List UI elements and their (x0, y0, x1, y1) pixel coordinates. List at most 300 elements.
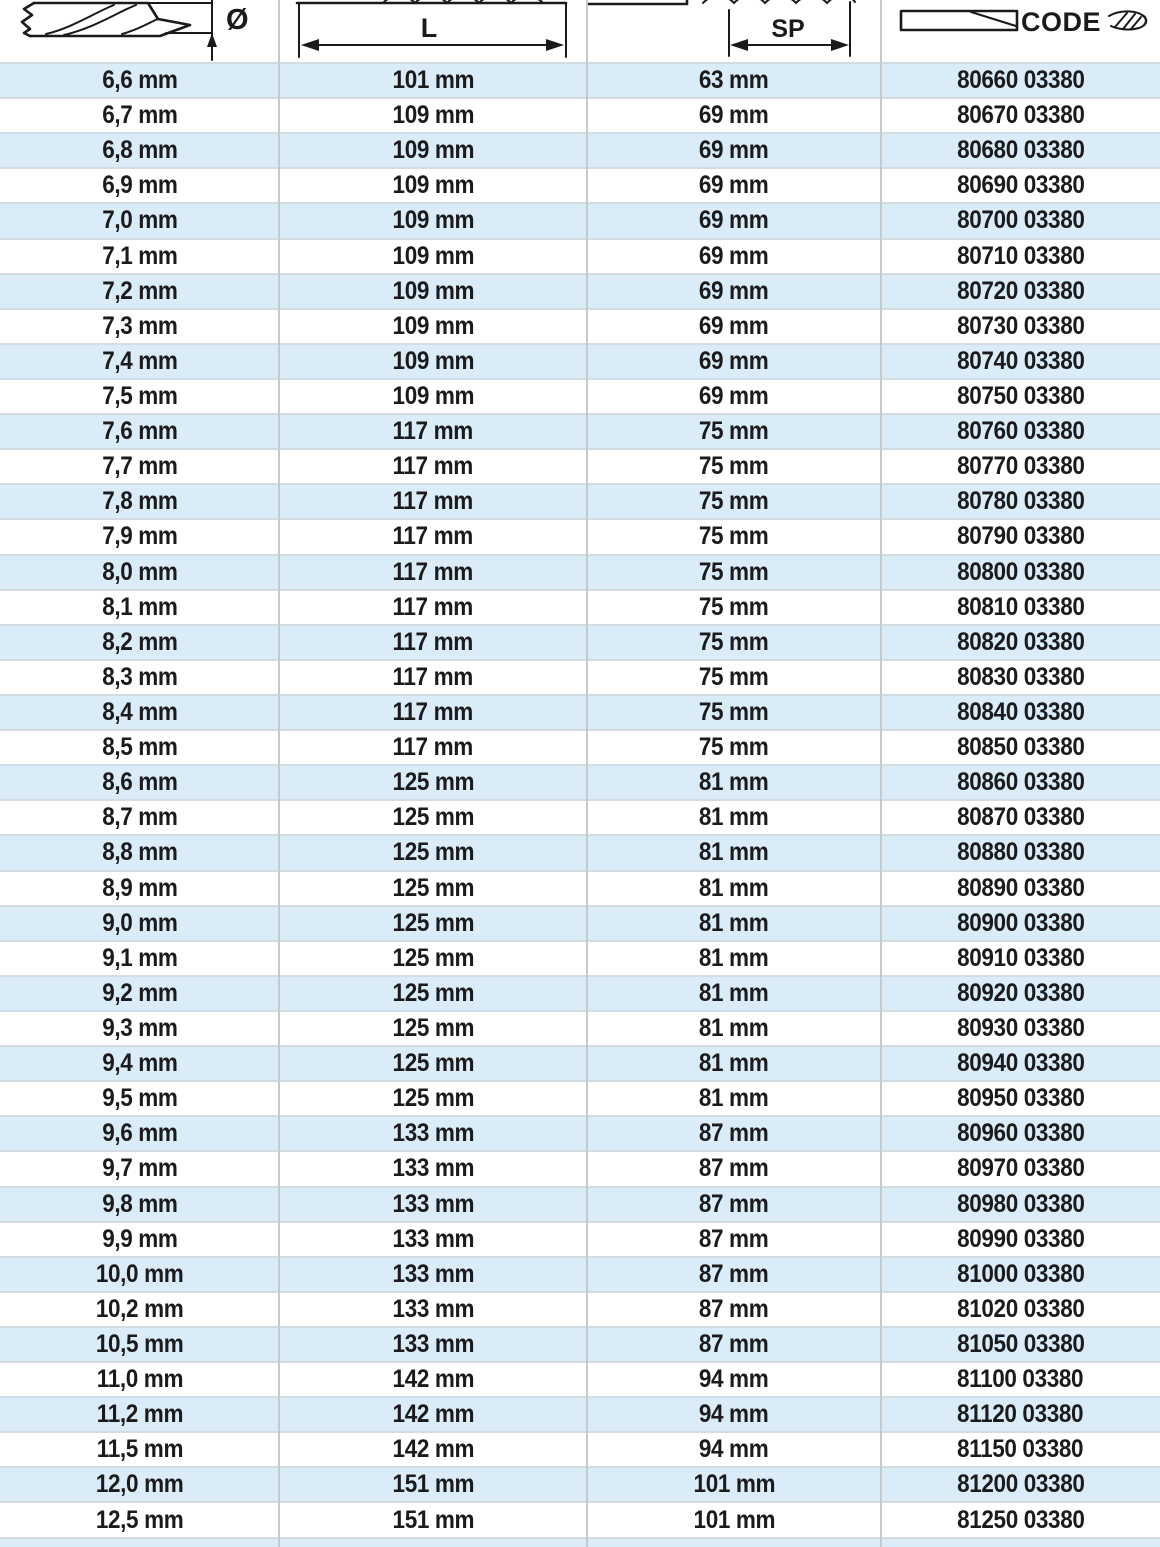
diameter-cell (0, 1258, 279, 1291)
length-value: 125 mm (392, 908, 474, 937)
spiral-value: 81 mm (699, 803, 769, 832)
table-row (0, 624, 1160, 659)
length-symbol: L (420, 13, 438, 43)
diameter-value: 8,2 mm (101, 627, 178, 656)
diameter-cell (0, 275, 279, 308)
code-cell (881, 836, 1160, 869)
code-cell (881, 64, 1160, 97)
diameter-value: 9,7 mm (101, 1154, 178, 1183)
code-symbol: CODE (1021, 7, 1102, 37)
spiral-value: 75 mm (699, 662, 769, 691)
diameter-value: 6,6 mm (101, 66, 178, 95)
length-value: 101 mm (392, 66, 474, 95)
spiral-value: 75 mm (699, 733, 769, 762)
spiral-value: 94 mm (699, 1400, 769, 1429)
spiral-value: 81 mm (699, 1014, 769, 1042)
code-cell (881, 345, 1160, 378)
code-cell (881, 696, 1160, 729)
code-cell (881, 1328, 1160, 1361)
length-value: 142 mm (392, 1435, 474, 1464)
table-row (0, 1431, 1160, 1466)
code-value: 81200 03380 (956, 1470, 1085, 1499)
spiral-cell (587, 1468, 881, 1501)
length-value: 109 mm (392, 101, 474, 130)
column-header-diameter (0, 0, 279, 62)
length-cell (279, 1082, 587, 1115)
length-value: 133 mm (392, 1119, 474, 1148)
spiral-cell (587, 310, 881, 343)
length-cell (279, 204, 587, 237)
diameter-value: 8,9 mm (101, 873, 178, 902)
length-cell (279, 907, 587, 940)
code-cell (881, 1363, 1160, 1396)
table-row (0, 413, 1160, 448)
diameter-cell (0, 1047, 279, 1080)
table-row (0, 729, 1160, 764)
diameter-cell (0, 731, 279, 764)
diameter-value: 7,1 mm (101, 241, 178, 270)
length-value: 133 mm (392, 1259, 474, 1288)
diameter-cell (0, 450, 279, 483)
spiral-cell (587, 99, 881, 132)
diameter-value: 9,0 mm (101, 908, 178, 937)
code-value: 80680 03380 (956, 136, 1085, 165)
table-row (0, 132, 1160, 167)
table-row (0, 1501, 1160, 1536)
code-value: 80810 03380 (956, 592, 1085, 621)
spiral-cell (587, 766, 881, 799)
length-value: 125 mm (392, 1049, 474, 1078)
length-cell (279, 520, 587, 553)
spiral-cell (587, 1328, 881, 1361)
spiral-value: 87 mm (699, 1294, 769, 1323)
length-value: 117 mm (392, 557, 474, 586)
length-value: 117 mm (392, 627, 474, 656)
diameter-value: 9,8 mm (101, 1189, 178, 1218)
diameter-value: 10,5 mm (95, 1329, 184, 1358)
length-cell (279, 345, 587, 378)
length-cell (279, 380, 587, 413)
length-value: 125 mm (392, 838, 474, 867)
diameter-value: 8,5 mm (101, 733, 178, 762)
code-value: 80960 03380 (956, 1119, 1085, 1148)
length-cell (279, 626, 587, 659)
length-cell (279, 836, 587, 869)
code-value: 80880 03380 (956, 838, 1085, 867)
diameter-value: 8,1 mm (101, 592, 178, 621)
code-value: 80710 03380 (956, 241, 1085, 270)
code-cell (881, 1223, 1160, 1256)
diameter-value: 6,8 mm (101, 136, 178, 165)
spiral-value: 69 mm (699, 311, 769, 340)
diameter-value: 9,1 mm (101, 943, 178, 972)
code-cell (881, 485, 1160, 518)
spiral-cell (587, 169, 881, 202)
diameter-cell (0, 977, 279, 1010)
diameter-cell (0, 872, 279, 905)
diameter-value: 7,5 mm (101, 382, 178, 411)
diameter-cell (0, 1433, 279, 1466)
spiral-cell (587, 1258, 881, 1291)
code-value: 80800 03380 (956, 557, 1085, 586)
code-value: 81050 03380 (956, 1329, 1085, 1358)
diameter-cell (0, 1117, 279, 1150)
code-cell (881, 1293, 1160, 1326)
code-value: 80860 03380 (956, 768, 1085, 797)
spiral-value: 101 mm (693, 1470, 775, 1499)
length-cell (279, 591, 587, 624)
diameter-value: 8,3 mm (101, 662, 178, 691)
spiral-value: 87 mm (699, 1329, 769, 1358)
diameter-value: 7,6 mm (101, 417, 178, 446)
diameter-cell (0, 485, 279, 518)
diameter-cell (0, 1503, 279, 1536)
code-cell (881, 661, 1160, 694)
table-row (0, 483, 1160, 518)
code-value: 80720 03380 (956, 276, 1085, 305)
table-row (0, 1361, 1160, 1396)
code-value: 80820 03380 (956, 627, 1085, 656)
table-row (0, 764, 1160, 799)
spiral-cell (587, 1433, 881, 1466)
diameter-cell (0, 1468, 279, 1501)
spiral-cell (587, 204, 881, 237)
length-value: 109 mm (392, 276, 474, 305)
diameter-cell (0, 661, 279, 694)
code-value: 80700 03380 (956, 206, 1085, 235)
table-row (0, 343, 1160, 378)
code-cell (881, 907, 1160, 940)
code-cell (881, 1117, 1160, 1150)
spiral-cell (587, 661, 881, 694)
table-row (0, 834, 1160, 869)
diameter-value: 9,5 mm (101, 1084, 178, 1113)
column-header-code (881, 0, 1160, 62)
diameter-cell (0, 169, 279, 202)
spiral-value: 87 mm (699, 1119, 769, 1148)
diameter-value: 7,9 mm (101, 522, 178, 551)
code-value: 81150 03380 (957, 1435, 1084, 1464)
length-value: 117 mm (392, 698, 474, 727)
code-cell (881, 1433, 1160, 1466)
code-cell (881, 1047, 1160, 1080)
code-value: 80890 03380 (956, 873, 1085, 902)
length-cell (279, 134, 587, 167)
table-row (0, 1080, 1160, 1115)
diameter-value: 6,7 mm (101, 101, 178, 130)
table-row (0, 1291, 1160, 1326)
code-cell (881, 591, 1160, 624)
length-cell (279, 99, 587, 132)
code-cell (881, 556, 1160, 589)
diameter-cell (0, 1293, 279, 1326)
table-row (0, 694, 1160, 729)
length-value: 109 mm (392, 311, 474, 340)
code-cell (881, 1188, 1160, 1221)
code-value: 80830 03380 (956, 662, 1085, 691)
drill-length-icon (279, 0, 587, 62)
diameter-value: 11,5 mm (96, 1435, 183, 1464)
table-body (0, 62, 1160, 1537)
length-value: 109 mm (392, 241, 474, 270)
diameter-value: 12,5 mm (95, 1505, 184, 1534)
spiral-value: 69 mm (699, 206, 769, 235)
code-cell (881, 766, 1160, 799)
spiral-value: 75 mm (699, 417, 769, 446)
diameter-value: 9,3 mm (101, 1014, 178, 1042)
length-cell (279, 1258, 587, 1291)
spiral-value: 69 mm (699, 276, 769, 305)
diameter-value: 10,0 mm (95, 1259, 184, 1288)
length-cell (279, 1503, 587, 1536)
diameter-value: 8,7 mm (101, 803, 178, 832)
diameter-value: 8,8 mm (101, 838, 178, 867)
table-row (0, 1186, 1160, 1221)
spiral-value: 81 mm (699, 838, 769, 867)
spiral-value: 87 mm (699, 1224, 769, 1253)
diameter-value: 6,9 mm (101, 171, 178, 200)
diameter-cell (0, 520, 279, 553)
table-row (0, 238, 1160, 273)
spiral-value: 69 mm (699, 171, 769, 200)
spiral-value: 69 mm (699, 241, 769, 270)
column-header-spiral (587, 0, 881, 62)
length-value: 125 mm (392, 1014, 474, 1042)
diameter-value: 7,3 mm (101, 311, 178, 340)
spiral-cell (587, 380, 881, 413)
code-cell (881, 731, 1160, 764)
length-cell (279, 1012, 587, 1045)
code-value: 80660 03380 (956, 66, 1085, 95)
code-cell (881, 1398, 1160, 1431)
length-value: 133 mm (392, 1189, 474, 1218)
spiral-value: 69 mm (699, 101, 769, 130)
length-cell (279, 1188, 587, 1221)
diameter-cell (0, 380, 279, 413)
diameter-cell (0, 801, 279, 834)
spiral-cell (587, 485, 881, 518)
length-value: 117 mm (392, 522, 474, 551)
diameter-cell (0, 1188, 279, 1221)
diameter-value: 7,4 mm (101, 346, 178, 375)
length-cell (279, 64, 587, 97)
length-value: 133 mm (392, 1224, 474, 1253)
code-value: 80910 03380 (956, 943, 1085, 972)
spiral-cell (587, 345, 881, 378)
length-value: 109 mm (392, 136, 474, 165)
diameter-cell (0, 1152, 279, 1185)
diameter-cell (0, 696, 279, 729)
length-value: 133 mm (392, 1154, 474, 1183)
code-cell (881, 240, 1160, 273)
table-row (0, 1115, 1160, 1150)
table-header (0, 0, 1160, 62)
code-cell (881, 450, 1160, 483)
code-value: 81120 03380 (957, 1400, 1084, 1429)
diameter-cell (0, 591, 279, 624)
code-value: 80870 03380 (956, 803, 1085, 832)
length-value: 117 mm (392, 733, 474, 762)
code-cell (881, 99, 1160, 132)
table-row (0, 905, 1160, 940)
code-value: 80900 03380 (956, 908, 1085, 937)
spiral-value: 81 mm (699, 943, 769, 972)
length-cell (279, 977, 587, 1010)
code-value: 80920 03380 (956, 978, 1085, 1007)
length-cell (279, 485, 587, 518)
diameter-cell (0, 556, 279, 589)
table-row (0, 62, 1160, 97)
spiral-value: 87 mm (699, 1259, 769, 1288)
spiral-value: 69 mm (699, 382, 769, 411)
drill-diameter-icon (0, 0, 279, 62)
code-cell (881, 1082, 1160, 1115)
table-row (0, 554, 1160, 589)
table-row (0, 202, 1160, 237)
spiral-cell (587, 240, 881, 273)
spiral-cell (587, 1152, 881, 1185)
code-cell (881, 134, 1160, 167)
code-cell (881, 1012, 1160, 1045)
spiral-cell (587, 275, 881, 308)
code-value: 81020 03380 (956, 1294, 1085, 1323)
table-row (0, 273, 1160, 308)
table-row (0, 975, 1160, 1010)
spiral-cell (587, 1117, 881, 1150)
length-cell (279, 1433, 587, 1466)
code-cell (881, 872, 1160, 905)
code-cell (881, 169, 1160, 202)
table-row (0, 589, 1160, 624)
column-header-length (279, 0, 587, 62)
code-value: 80770 03380 (956, 452, 1085, 481)
drill-spiral-icon (587, 0, 881, 62)
spiral-symbol: SP (771, 15, 805, 43)
code-cell (881, 977, 1160, 1010)
length-value: 133 mm (392, 1329, 474, 1358)
spiral-value: 81 mm (699, 978, 769, 1007)
diameter-cell (0, 836, 279, 869)
code-value: 80740 03380 (956, 346, 1085, 375)
diameter-value: 7,8 mm (101, 487, 178, 516)
spiral-cell (587, 801, 881, 834)
code-value: 80760 03380 (956, 417, 1085, 446)
spiral-value: 75 mm (699, 522, 769, 551)
length-cell (279, 556, 587, 589)
code-value: 80690 03380 (956, 171, 1085, 200)
spiral-cell (587, 134, 881, 167)
spiral-value: 101 mm (693, 1505, 775, 1534)
spiral-cell (587, 872, 881, 905)
length-value: 151 mm (392, 1470, 474, 1499)
code-value: 80730 03380 (956, 311, 1085, 340)
length-cell (279, 1363, 587, 1396)
table-row (0, 518, 1160, 553)
spiral-value: 81 mm (699, 873, 769, 902)
length-cell (279, 275, 587, 308)
length-value: 125 mm (392, 1084, 474, 1113)
length-value: 125 mm (392, 978, 474, 1007)
spiral-value: 69 mm (699, 346, 769, 375)
diameter-cell (0, 345, 279, 378)
code-value: 80930 03380 (956, 1014, 1085, 1042)
table-row (0, 1045, 1160, 1080)
spiral-cell (587, 556, 881, 589)
partial-row (0, 1537, 1160, 1547)
code-cell (881, 801, 1160, 834)
diameter-cell (0, 134, 279, 167)
spiral-cell (587, 907, 881, 940)
length-value: 117 mm (392, 662, 474, 691)
spiral-cell (587, 1047, 881, 1080)
table-row (0, 799, 1160, 834)
diameter-cell (0, 415, 279, 448)
drill-code-icon (881, 0, 1160, 62)
spiral-cell (587, 731, 881, 764)
table-row (0, 97, 1160, 132)
table-row (0, 1396, 1160, 1431)
length-cell (279, 942, 587, 975)
spiral-cell (587, 64, 881, 97)
length-value: 142 mm (392, 1400, 474, 1429)
diameter-value: 10,2 mm (95, 1294, 184, 1323)
diameter-value: 9,2 mm (101, 978, 178, 1007)
spiral-value: 81 mm (699, 908, 769, 937)
spiral-value: 75 mm (699, 487, 769, 516)
spiral-cell (587, 1012, 881, 1045)
table-row (0, 940, 1160, 975)
length-cell (279, 766, 587, 799)
code-value: 80990 03380 (956, 1224, 1085, 1253)
code-value: 80950 03380 (956, 1084, 1085, 1113)
code-cell (881, 1258, 1160, 1291)
code-cell (881, 275, 1160, 308)
spiral-cell (587, 591, 881, 624)
code-cell (881, 942, 1160, 975)
spiral-value: 81 mm (699, 768, 769, 797)
diameter-cell (0, 1398, 279, 1431)
diameter-value: 9,4 mm (101, 1049, 178, 1078)
code-value: 80670 03380 (956, 101, 1085, 130)
spiral-cell (587, 1082, 881, 1115)
length-value: 133 mm (392, 1294, 474, 1323)
spiral-cell (587, 696, 881, 729)
length-cell (279, 1328, 587, 1361)
diameter-value: 7,0 mm (101, 206, 178, 235)
code-value: 80750 03380 (956, 382, 1085, 411)
length-value: 109 mm (392, 382, 474, 411)
code-cell (881, 1503, 1160, 1536)
diameter-value: 8,4 mm (101, 698, 178, 727)
diameter-symbol: Ø (226, 4, 249, 36)
table-row (0, 1256, 1160, 1291)
length-cell (279, 1223, 587, 1256)
spiral-value: 75 mm (699, 698, 769, 727)
table-row (0, 1326, 1160, 1361)
length-cell (279, 731, 587, 764)
diameter-value: 11,2 mm (96, 1400, 183, 1429)
length-cell (279, 169, 587, 202)
length-value: 117 mm (392, 417, 474, 446)
diameter-cell (0, 64, 279, 97)
spiral-cell (587, 942, 881, 975)
length-value: 125 mm (392, 803, 474, 832)
diameter-cell (0, 310, 279, 343)
length-value: 151 mm (392, 1505, 474, 1534)
length-cell (279, 310, 587, 343)
code-value: 80780 03380 (956, 487, 1085, 516)
code-cell (881, 204, 1160, 237)
